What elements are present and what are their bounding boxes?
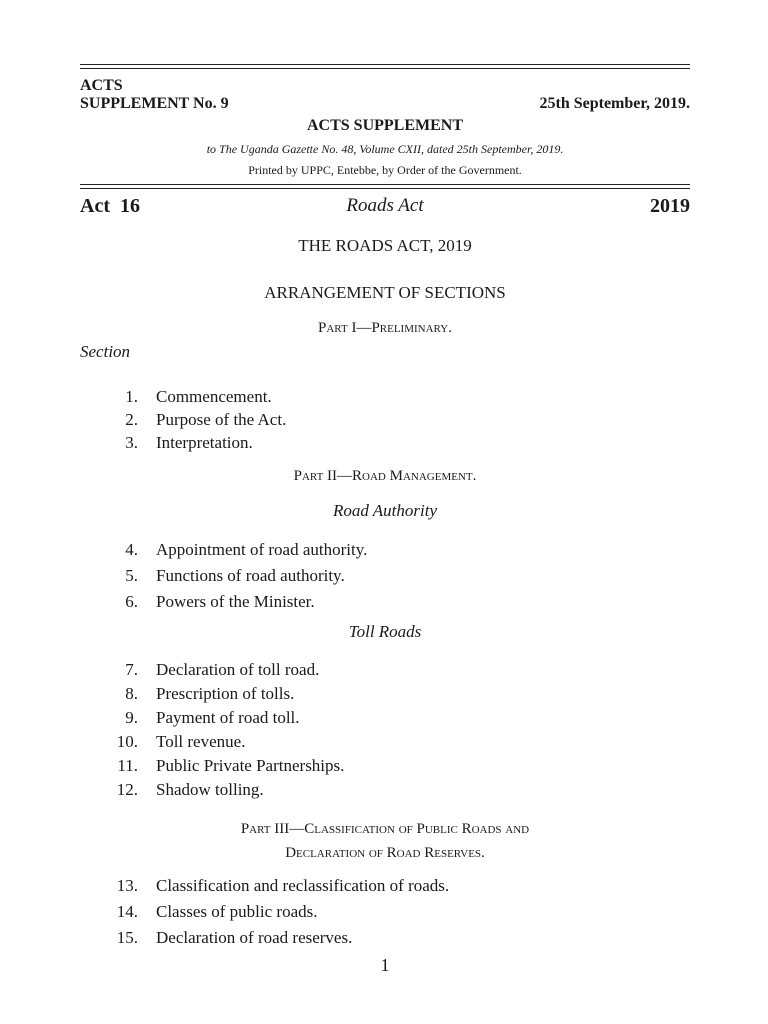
- top-rule-2: [80, 68, 690, 69]
- subheading-road-authority: Road Authority: [332, 501, 438, 520]
- gazette-line: to The Uganda Gazette No. 48, Volume CXII, dated 25th September, 2019.: [206, 142, 564, 156]
- arrangement-heading: ARRANGEMENT OF SECTIONS: [264, 283, 506, 302]
- section-title: Prescription of tolls.: [156, 684, 295, 703]
- section-title: Functions of road authority.: [156, 566, 345, 585]
- section-title: Payment of road toll.: [156, 708, 300, 727]
- section-number: 5.: [125, 566, 138, 585]
- section-number: 10.: [116, 732, 138, 751]
- section-number: 8.: [125, 684, 138, 703]
- section-number: 11.: [117, 756, 138, 775]
- section-number: 7.: [125, 660, 138, 679]
- section-number: 1.: [125, 387, 138, 406]
- section-number: 14.: [116, 902, 138, 921]
- act-title: THE ROADS ACT, 2019: [298, 236, 472, 255]
- part-1-heading: Part I—Preliminary.: [318, 320, 452, 336]
- section-title: Commencement.: [156, 387, 272, 406]
- section-title: Shadow tolling.: [156, 780, 264, 799]
- section-number: 15.: [116, 928, 138, 947]
- section-title: Interpretation.: [156, 433, 253, 452]
- supplement-date: 25th September, 2019.: [539, 95, 690, 112]
- section-title: Classification and reclassification of roads.: [156, 876, 450, 895]
- running-title: Roads Act: [346, 195, 424, 216]
- section-number: 3.: [125, 433, 138, 452]
- header-rule-1: [80, 184, 690, 185]
- page-number: 1: [380, 955, 390, 975]
- section-number: 13.: [116, 876, 138, 895]
- section-title: Toll revenue.: [156, 732, 246, 751]
- section-title: Classes of public roads.: [156, 902, 318, 921]
- section-number: 2.: [125, 410, 138, 429]
- section-title: Purpose of the Act.: [156, 410, 287, 429]
- section-label: Section: [80, 342, 131, 361]
- section-number: 4.: [125, 540, 138, 559]
- subheading-toll-roads: Toll Roads: [348, 622, 422, 641]
- section-title: Powers of the Minister.: [156, 592, 315, 611]
- section-title: Appointment of road authority.: [156, 540, 368, 559]
- act-number: Act 16: [80, 195, 140, 217]
- supplement-title: ACTS SUPPLEMENT: [306, 117, 464, 134]
- part-3-heading-line-2: Declaration of Road Reserves.: [285, 845, 485, 861]
- printed-by: Printed by UPPC, Entebbe, by Order of the Government.: [248, 163, 522, 177]
- part-2-heading: Part II—Road Management.: [293, 468, 477, 484]
- section-number: 9.: [125, 708, 138, 727]
- supplement-number: SUPPLEMENT No. 9: [80, 95, 229, 112]
- section-number: 6.: [125, 592, 138, 611]
- top-rule-1: [80, 64, 690, 65]
- section-title: Declaration of toll road.: [156, 660, 320, 679]
- act-year: 2019: [650, 195, 690, 217]
- header-rule-2: [80, 188, 690, 189]
- section-title: Public Private Partnerships.: [156, 756, 345, 775]
- part-3-heading-line-1: Part III—Classification of Public Roads and: [240, 821, 530, 837]
- section-title: Declaration of road reserves.: [156, 928, 353, 947]
- acts-label: ACTS: [80, 77, 123, 94]
- section-number: 12.: [116, 780, 138, 799]
